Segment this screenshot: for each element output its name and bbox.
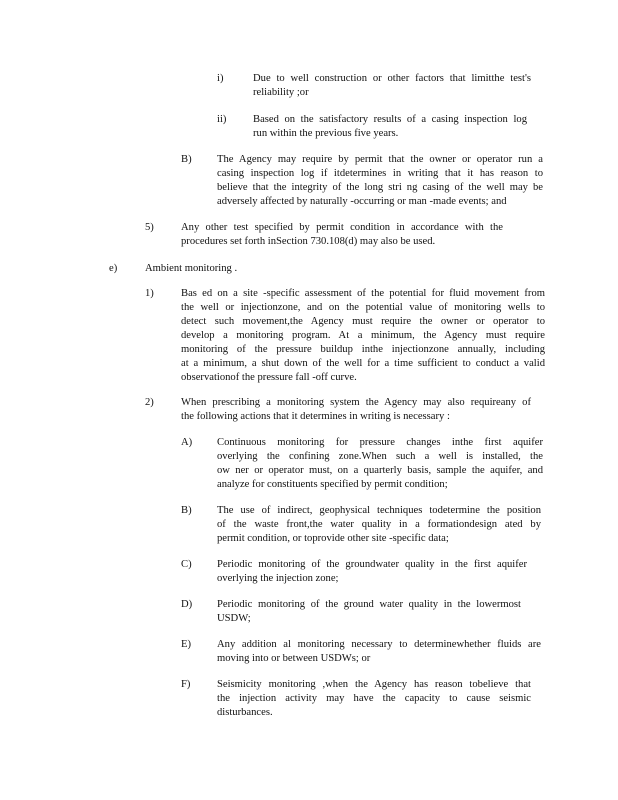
text-line: permit condition, or toprovide other site -specific data; [217, 533, 449, 544]
text-line: Seismicity monitoring ,when the Agency has reason tobelieve that [217, 679, 531, 690]
text-line: casing inspection log if itdetermines in writing that it has reason to [217, 168, 543, 179]
item-label: 2) [145, 397, 154, 408]
section-label: e) [109, 263, 118, 274]
item-label: C) [181, 559, 192, 570]
text-line: adversely affected by naturally -occurring or man -made events; and [217, 196, 507, 207]
item-label: F) [181, 679, 191, 690]
text-line: the well or injectionzone, and on the potential value of monitoring wells to [181, 302, 545, 313]
text-line: Any other test specified by permit condition in accordance with the [181, 222, 503, 233]
text-line: reliability ;or [253, 87, 309, 98]
text-line: Periodic monitoring of the groundwater quality in the first aquifer [217, 559, 527, 570]
item-text [181, 396, 531, 424]
item-text [253, 72, 531, 100]
text-line: procedures set forth inSection 730.108(d) may also be used. [181, 236, 436, 247]
text-line: Based on the satisfactory results of a casing inspection log [253, 114, 527, 125]
item-label: i) [217, 73, 224, 84]
item-text [217, 153, 543, 209]
text-line: believe that the integrity of the long stri ng casing of the well may be [217, 182, 543, 193]
item-label: E) [181, 639, 191, 650]
item-label: ii) [217, 114, 227, 125]
item-text [181, 287, 545, 385]
item-text [217, 598, 521, 626]
text-line: disturbances. [217, 707, 273, 718]
text-line: USDW; [217, 613, 251, 624]
text-line: The Agency may require by permit that the owner or operator run a [217, 154, 543, 165]
text-line: Periodic monitoring of the ground water quality in the lowermost [217, 599, 521, 610]
item-label: 1) [145, 288, 154, 299]
text-line: ow ner or operator must, on a quarterly basis, sample the aquifer, and [217, 465, 543, 476]
text-line: Continuous monitoring for pressure changes inthe first aquifer [217, 437, 543, 448]
item-label: D) [181, 599, 193, 610]
text-line: When prescribing a monitoring system the Agency may also requireany of [181, 397, 531, 408]
text-line: overlying the confining zone.When such a well is installed, the [217, 451, 543, 462]
text-line: detect such movement,the Agency must require the owner or operator to [181, 316, 545, 327]
item-text [217, 678, 531, 720]
text-line: the injection activity may have the capacity to cause seismic [217, 693, 531, 704]
text-line: Due to well construction or other factors that limitthe test's [253, 73, 531, 84]
item-text [217, 436, 543, 492]
text-line: observationof the pressure fall -off curve. [181, 372, 357, 383]
item-text [217, 558, 527, 586]
item-label: B) [181, 505, 192, 516]
text-line: Ambient monitoring . [145, 263, 238, 274]
text-line: run within the previous five years. [253, 128, 399, 139]
text-line: the following actions that it determines in writing is necessary : [181, 411, 450, 422]
text-line: of the waste front,the water quality in a formationdesign ated by [217, 519, 541, 530]
text-line: The use of indirect, geophysical techniques todetermine the position [217, 505, 541, 516]
text-line: overlying the injection zone; [217, 573, 339, 584]
item-label: A) [181, 437, 193, 448]
text-line: at a minimum, a shut down of the well for a time sufficient to conduct a valid [181, 358, 545, 369]
item-text [217, 638, 541, 666]
section-heading [145, 262, 237, 276]
item-label: 5) [145, 222, 154, 233]
text-line: Bas ed on a site -specific assessment of the potential for fluid movement from [181, 288, 545, 299]
text-line: monitoring of the pressure buildup inthe injectionzone annually, including [181, 344, 545, 355]
text-line: analyze for constituents specified by permit condition; [217, 479, 448, 490]
item-text [253, 113, 527, 141]
text-line: develop a monitoring program. At a minimum, the Agency must require [181, 330, 545, 341]
text-line: Any addition al monitoring necessary to determinewhether fluids are [217, 639, 541, 650]
item-label: B) [181, 154, 192, 165]
item-text [217, 504, 541, 546]
item-text [181, 221, 503, 249]
text-line: moving into or between USDWs; or [217, 653, 371, 664]
